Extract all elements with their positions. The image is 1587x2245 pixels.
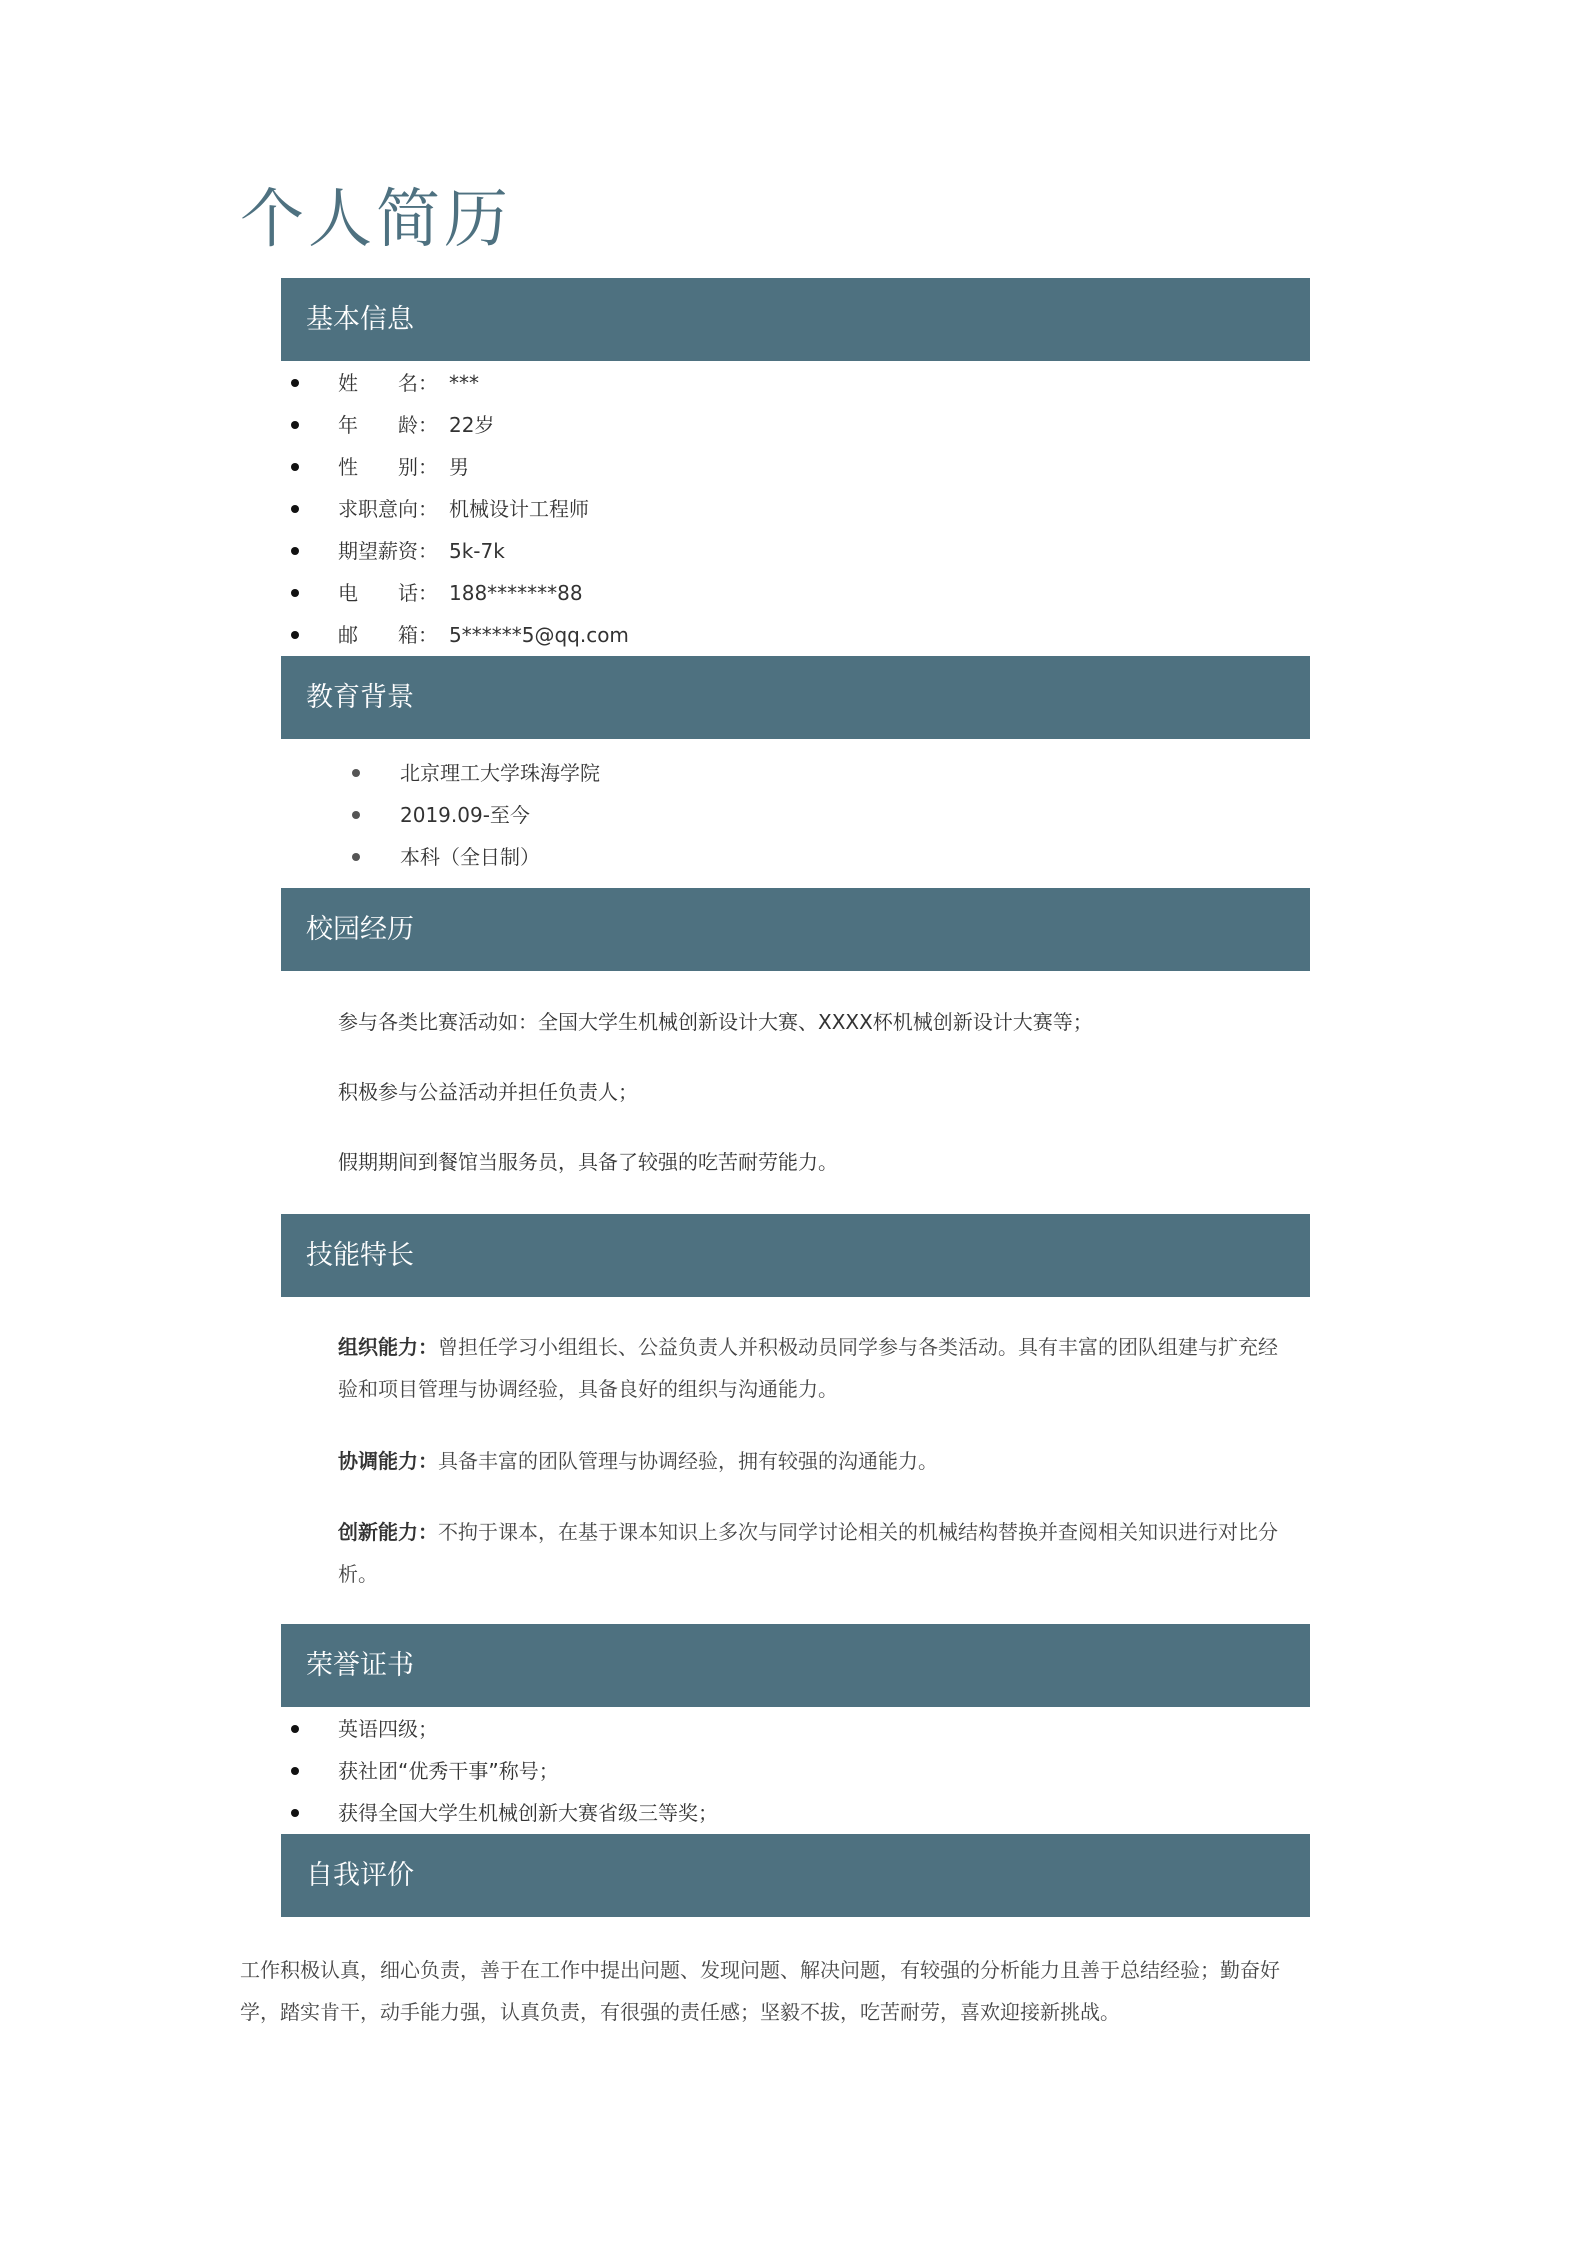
section-header-honors: 荣誉证书 [281,1624,1310,1707]
info-value: 5******5@qq.com [449,623,629,647]
bullet-icon [291,421,299,429]
bullet-icon [291,505,299,513]
info-value: 男 [449,455,469,479]
bullet-icon [352,853,360,861]
bullet-icon [291,1767,299,1775]
honor-item: 获社团“优秀干事”称号； [338,1759,559,1783]
honor-item: 获得全国大学生机械创新大赛省级三等奖； [338,1801,718,1825]
info-value: 机械设计工程师 [449,497,589,521]
bullet-icon [291,1725,299,1733]
info-value: 22岁 [449,413,495,437]
section-header-basic: 基本信息 [281,278,1310,361]
section-header-education: 教育背景 [281,656,1310,739]
info-value: 5k-7k [449,539,505,563]
bullet-icon [352,811,360,819]
info-value: 188*******88 [449,581,583,605]
info-label: 姓 名： [338,371,438,395]
bullet-icon [291,379,299,387]
bullet-icon [352,769,360,777]
skill-item [338,1326,1290,1410]
skill-text: 具备丰富的团队管理与协调经验，拥有较强的沟通能力。 [438,1449,938,1473]
bullet-icon [291,631,299,639]
education-item: 本科（全日制） [400,845,540,869]
info-label: 年 龄： [338,413,438,437]
bullet-icon [291,589,299,597]
campus-item: 假期期间到餐馆当服务员，具备了较强的吃苦耐劳能力。 [338,1150,838,1174]
skill-name: 创新能力： [338,1520,438,1544]
campus-item: 积极参与公益活动并担任负责人； [338,1080,638,1104]
education-item: 2019.09-至今 [400,803,530,827]
page-title: 个人简历 [240,183,512,257]
section-header-campus: 校园经历 [281,888,1310,971]
info-label: 电 话： [338,581,438,605]
bullet-icon [291,1809,299,1817]
honor-item: 英语四级； [338,1717,438,1741]
skill-item [338,1440,1290,1482]
skill-text: 不拘于课本，在基于课本知识上多次与同学讨论相关的机械结构替换并查阅相关知识进行对比分析。 [338,1520,1278,1586]
education-item: 北京理工大学珠海学院 [400,761,600,785]
info-label: 性 别： [338,455,438,479]
section-header-self: 自我评价 [281,1834,1310,1917]
bullet-icon [291,463,299,471]
section-header-skills: 技能特长 [281,1214,1310,1297]
self-evaluation-text: 工作积极认真，细心负责，善于在工作中提出问题、发现问题、解决问题，有较强的分析能力且善于总结经验；勤奋好学，踏实肯干，动手能力强，认真负责，有很强的责任感；坚毅不拔，吃苦耐劳，喜欢迎接新挑战。 [240,1958,1280,2024]
skill-item [338,1511,1290,1595]
info-label: 邮 箱： [338,623,438,647]
campus-item: 参与各类比赛活动如：全国大学生机械创新设计大赛、XXXX杯机械创新设计大赛等； [338,1010,1093,1034]
info-label: 期望薪资： [338,539,438,563]
info-label: 求职意向： [338,497,438,521]
skill-name: 组织能力： [338,1335,438,1359]
skill-text: 曾担任学习小组组长、公益负责人并积极动员同学参与各类活动。具有丰富的团队组建与扩充经验和项目管理与协调经验，具备良好的组织与沟通能力。 [338,1335,1278,1401]
info-value: *** [449,371,479,395]
skill-name: 协调能力： [338,1449,438,1473]
bullet-icon [291,547,299,555]
